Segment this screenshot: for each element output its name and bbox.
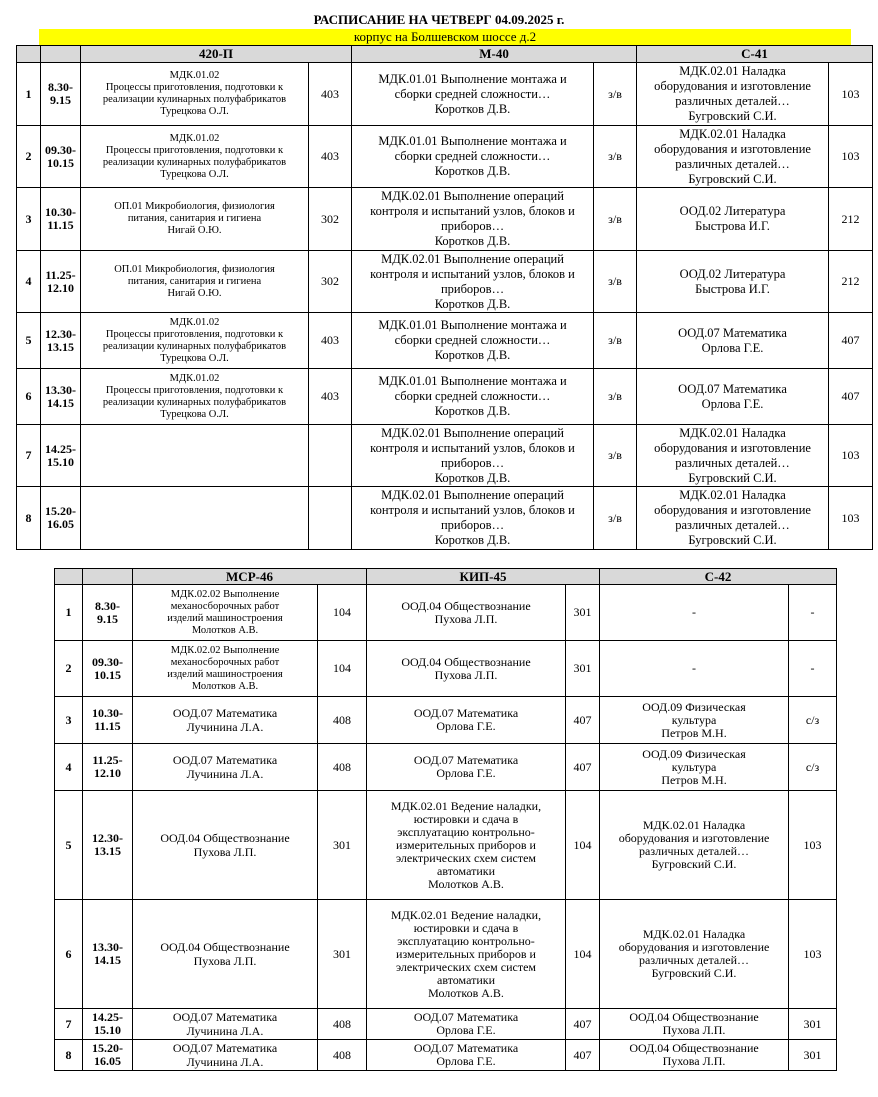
teacher-name: Коротков Д.В. [434,101,511,116]
subject-cell [352,63,594,126]
teacher-name: Быстрова И.Г. [695,219,770,233]
teacher-name: Коротков Д.В. [434,234,511,248]
subject-name: ООД.02 Литература [679,204,786,218]
subject-name: ООД.07 Математика [413,1041,519,1055]
header-num-blank [55,569,83,585]
teacher-name: Коротков Д.В. [434,470,511,485]
teacher-name: Коротков Д.В. [434,533,511,547]
subject-name: МДК.01.01 Выполнение монтажа и сборки средней сложности… [378,71,567,101]
lesson-number: 6 [17,369,41,425]
teacher-name: Нигай О.Ю. [167,287,222,299]
room-number: 302 [309,188,352,251]
teacher-name: Коротков Д.В. [434,348,511,362]
lesson-time: 8.30- 9.15 [41,63,81,126]
subject-name: ООД.04 Обществознание [160,940,290,954]
teacher-name: Коротков Д.В. [434,164,511,178]
room-number: 301 [789,1009,837,1040]
room-number: 301 [566,641,600,697]
lesson-number: 8 [17,487,41,550]
teacher-name: Бугровский С.И. [688,109,777,123]
subject-name: ООД.02 Литература [679,266,786,281]
table-header-row [55,569,837,585]
teacher-name: Молотков А.В. [428,876,504,891]
subject-cell [81,425,309,487]
subject-name: ООД.09 Физическая культура [642,699,746,727]
room-number: 408 [318,1040,367,1071]
lesson-number: 5 [55,791,83,900]
subject-cell [637,126,829,188]
subject-name: ООД.04 Обществознание [401,654,531,669]
subject-name: МДК.02.02 Выполнение механосборочных работ изделий машиностроения [167,644,283,680]
lesson-number: 6 [55,900,83,1009]
table-row [55,585,837,641]
lesson-time: 11.25- 12.10 [41,251,81,313]
subject-name: ОП.01 Микробиология, физиология питания, санитария и гигиена [114,201,275,224]
room-number: 301 [318,791,367,900]
subject-cell [600,1040,789,1071]
lesson-time: 10.30- 11.15 [83,697,133,744]
teacher-name: Пухова Л.П. [193,954,257,968]
teacher-name: Турецкова О.Л. [160,408,229,420]
subject-name: МДК.02.01 Наладка оборудования и изготовление различных деталей… [618,927,770,967]
teacher-name: Бугровский С.И. [688,470,777,485]
room-number: 103 [789,900,837,1009]
lesson-time: 15.20- 16.05 [83,1040,133,1071]
subject-name: ООД.07 Математика [172,706,278,720]
subject-name: - [692,605,697,619]
lesson-number: 7 [17,425,41,487]
schedule-table-1 [16,45,873,550]
subject-name: ООД.07 Математика [678,381,787,396]
teacher-name: Бугровский С.И. [651,966,737,980]
room-number: - [789,641,837,697]
subject-cell [133,1040,318,1071]
table-row [55,900,837,1009]
subject-cell [133,585,318,641]
subject-cell [133,1009,318,1040]
room-number: 407 [566,744,600,791]
subject-name: МДК.02.01 Выполнение операций контроля и испытаний узлов, блоков и приборов… [370,251,575,296]
subject-cell [367,1040,566,1071]
room-number: 103 [829,425,873,487]
room-number: 407 [829,313,873,369]
subject-name: МДК.02.01 Ведение наладки, юстировки и сдача в эксплуатацию контрольно- измерительных приборов и электрических схем систем автоматики [390,798,542,878]
subject-cell [367,641,566,697]
subject-name: МДК.02.01 Выполнение операций контроля и испытаний узлов, блоков и приборов… [370,425,575,470]
room-number: с/з [789,697,837,744]
subject-cell [367,585,566,641]
teacher-name: Лучинина Л.А. [186,1024,264,1038]
room-number: з/в [594,425,637,487]
subject-cell [637,487,829,550]
lesson-time: 09.30- 10.15 [41,126,81,188]
subject-name: МДК.02.01 Ведение наладки, юстировки и сдача в эксплуатацию контрольно- измерительных приборов и электрических схем систем автоматики [390,907,542,987]
subject-cell [81,251,309,313]
room-number: 103 [829,63,873,126]
table-row [55,1009,837,1040]
lesson-number: 3 [17,188,41,251]
table-row [55,744,837,791]
subject-name: МДК.02.01 Наладка оборудования и изготовление различных деталей… [654,488,811,532]
subject-name: ООД.09 Физическая культура [642,746,746,774]
room-number: 408 [318,697,367,744]
subject-cell [637,369,829,425]
room-number: 408 [318,1009,367,1040]
subject-name: МДК.01.01 Выполнение монтажа и сборки средней сложности… [378,318,567,347]
subject-cell [367,744,566,791]
lesson-time: 10.30- 11.15 [41,188,81,251]
subject-cell [637,251,829,313]
table-row [17,188,873,251]
header-time-blank [83,569,133,585]
subject-cell [133,697,318,744]
teacher-name: Бугровский С.И. [688,171,777,186]
table-row [17,63,873,126]
lesson-time: 8.30- 9.15 [83,585,133,641]
subject-cell [600,744,789,791]
room-number: с/з [789,744,837,791]
teacher-name: Быстрова И.Г. [695,281,770,296]
subject-name: ООД.07 Математика [172,1041,278,1055]
subject-cell [600,1009,789,1040]
subject-name: МДК.02.01 Выполнение операций контроля и испытаний узлов, блоков и приборов… [370,488,575,532]
subject-name: ООД.07 Математика [413,706,519,720]
group-header-mcp46: МСР-46 [133,569,367,585]
room-number: 407 [566,697,600,744]
subject-cell [133,744,318,791]
table-header-row [17,46,873,63]
subject-cell [352,188,594,251]
room-number: 103 [829,487,873,550]
room-number: 301 [566,585,600,641]
lesson-number: 4 [55,744,83,791]
subject-cell [600,900,789,1009]
table-row [55,697,837,744]
subject-cell [367,697,566,744]
teacher-name: Лучинина Л.А. [186,767,264,781]
room-number: 104 [566,791,600,900]
subject-name: МДК.02.02 Выполнение механосборочных работ изделий машиностроения [167,588,283,624]
table-row [17,487,873,550]
teacher-name: Нигай О.Ю. [167,225,222,236]
subject-name: ООД.04 Обществознание [160,831,290,845]
subject-cell [637,188,829,251]
subject-name: МДК.02.01 Наладка оборудования и изготовление различных деталей… [618,818,770,858]
subject-cell [352,425,594,487]
subject-cell [637,313,829,369]
subject-cell [637,425,829,487]
subject-cell [133,641,318,697]
teacher-name: Молотков А.В. [191,680,259,692]
lesson-time: 12.30- 13.15 [41,313,81,369]
table-row [17,313,873,369]
subject-cell [367,791,566,900]
teacher-name: Орлова Г.Е. [436,1054,496,1068]
room-number [309,487,352,550]
group-header-m40: М-40 [352,46,637,63]
teacher-name: Турецкова О.Л. [160,106,229,117]
room-number: 407 [566,1009,600,1040]
lesson-number: 5 [17,313,41,369]
teacher-name: Петров М.Н. [661,725,727,740]
subject-cell [352,251,594,313]
teacher-name: Лучинина Л.А. [186,1055,264,1069]
subject-name: МДК.01.02 Процессы приготовления, подготовки к реализации кулинарных полуфабрикатов [102,132,287,168]
subject-name: ОП.01 Микробиология, физиология питания, санитария и гигиена [114,263,275,287]
subject-name: ООД.04 Обществознание [401,598,531,613]
room-number: 407 [829,369,873,425]
subject-cell [600,697,789,744]
subject-cell [133,791,318,900]
subject-cell [600,791,789,900]
teacher-name: Турецкова О.Л. [160,352,229,364]
subject-name: ООД.07 Математика [413,1010,519,1024]
teacher-name: Бугровский С.И. [651,857,737,871]
subject-name: МДК.01.01 Выполнение монтажа и сборки средней сложности… [378,134,567,163]
teacher-name: Орлова Г.Е. [701,396,764,411]
room-number: 104 [318,585,367,641]
teacher-name: Орлова Г.Е. [436,1023,496,1037]
room-number: 403 [309,63,352,126]
lesson-number: 2 [55,641,83,697]
subject-name: ООД.04 Обществознание [629,1010,759,1024]
teacher-name: Лучинина Л.А. [186,720,264,734]
lesson-time: 13.30- 14.15 [83,900,133,1009]
room-number: 302 [309,251,352,313]
room-number [309,425,352,487]
header-num-blank [17,46,41,63]
subject-name: ООД.07 Математика [678,325,787,340]
subject-cell [81,369,309,425]
room-number: - [789,585,837,641]
teacher-name: Молотков А.В. [428,985,504,1000]
table-row [55,1040,837,1071]
page-title: РАСПИСАНИЕ НА ЧЕТВЕРГ 04.09.2025 г. [313,12,565,27]
lesson-time: 14.25- 15.10 [41,425,81,487]
subject-name: МДК.02.01 Выполнение операций контроля и испытаний узлов, блоков и приборов… [370,189,575,233]
subject-cell [133,900,318,1009]
room-number: 104 [566,900,600,1009]
subject-name: МДК.02.01 Наладка оборудования и изготовление различных деталей… [654,126,811,171]
lesson-number: 2 [17,126,41,188]
subject-cell [352,313,594,369]
teacher-name: Орлова Г.Е. [701,340,764,355]
group-header-c41: С-41 [637,46,873,63]
room-number: 403 [309,313,352,369]
teacher-name: Турецкова О.Л. [160,168,229,180]
subject-name: ООД.07 Математика [172,753,278,767]
subject-name: ООД.07 Математика [172,1010,278,1024]
subject-name: - [692,661,697,675]
subject-cell [637,63,829,126]
teacher-name: Петров М.Н. [661,772,727,787]
subject-cell [352,369,594,425]
lesson-number: 4 [17,251,41,313]
lesson-number: 3 [55,697,83,744]
table-row [17,369,873,425]
room-number: 407 [566,1040,600,1071]
room-number: 212 [829,188,873,251]
subject-name: МДК.01.02 Процессы приготовления, подготовки к реализации кулинарных полуфабрикатов [102,70,287,105]
subject-cell [367,1009,566,1040]
room-number: 403 [309,369,352,425]
teacher-name: Пухова Л.П. [193,845,257,859]
lesson-number: 7 [55,1009,83,1040]
teacher-name: Пухова Л.П. [662,1023,726,1037]
teacher-name: Пухова Л.П. [434,667,498,682]
subject-cell [600,585,789,641]
room-number: 103 [829,126,873,188]
teacher-name: Пухова Л.П. [434,611,498,626]
table-row [17,251,873,313]
room-number: 301 [789,1040,837,1071]
lesson-number: 1 [17,63,41,126]
subject-cell [367,900,566,1009]
subject-name: ООД.04 Обществознание [629,1041,759,1055]
subject-name: МДК.02.01 Наладка оборудования и изготовление различных деталей… [654,425,811,470]
table-row [55,791,837,900]
room-number: з/в [594,487,637,550]
teacher-name: Коротков Д.В. [434,404,511,418]
lesson-time: 15.20- 16.05 [41,487,81,550]
room-number: з/в [594,369,637,425]
subject-cell [81,487,309,550]
teacher-name: Орлова Г.Е. [436,766,496,780]
schedule-table-2 [54,568,837,1071]
room-number: 301 [318,900,367,1009]
teacher-name: Орлова Г.Е. [436,719,496,733]
subject-name: МДК.01.02 Процессы приготовления, подготовки к реализации кулинарных полуфабрикатов [102,316,287,352]
room-number: з/в [594,63,637,126]
room-number: 212 [829,251,873,313]
lesson-number: 8 [55,1040,83,1071]
subject-name: ООД.07 Математика [413,753,519,767]
table-row [17,425,873,487]
room-number: 408 [318,744,367,791]
subject-name: МДК.01.01 Выполнение монтажа и сборки средней сложности… [378,374,567,403]
teacher-name: Молотков А.В. [191,624,259,636]
header-time-blank [41,46,81,63]
subject-cell [352,487,594,550]
teacher-name: Коротков Д.В. [434,296,511,311]
lesson-time: 11.25- 12.10 [83,744,133,791]
room-number: з/в [594,313,637,369]
teacher-name: Пухова Л.П. [662,1054,726,1068]
subject-name: МДК.01.02 Процессы приготовления, подготовки к реализации кулинарных полуфабрикатов [102,372,287,408]
subject-cell [81,126,309,188]
room-number: з/в [594,188,637,251]
group-header-420p: 420-П [81,46,352,63]
subject-name: МДК.02.01 Наладка оборудования и изготовление различных деталей… [654,64,811,108]
lesson-time: 09.30- 10.15 [83,641,133,697]
room-number: з/в [594,126,637,188]
group-header-kip45: КИП-45 [367,569,600,585]
lesson-number: 1 [55,585,83,641]
subject-cell [352,126,594,188]
teacher-name: Бугровский С.И. [688,533,777,547]
subject-cell [81,188,309,251]
subject-cell [81,63,309,126]
subject-cell [600,641,789,697]
room-number: 403 [309,126,352,188]
table-row [55,641,837,697]
room-number: 104 [318,641,367,697]
table-row [17,126,873,188]
room-number: 103 [789,791,837,900]
building-subtitle: корпус на Болшевском шоссе д.2 [39,29,851,45]
group-header-c42: С-42 [600,569,837,585]
lesson-time: 13.30- 14.15 [41,369,81,425]
room-number: з/в [594,251,637,313]
lesson-time: 14.25- 15.10 [83,1009,133,1040]
lesson-time: 12.30- 13.15 [83,791,133,900]
subject-cell [81,313,309,369]
